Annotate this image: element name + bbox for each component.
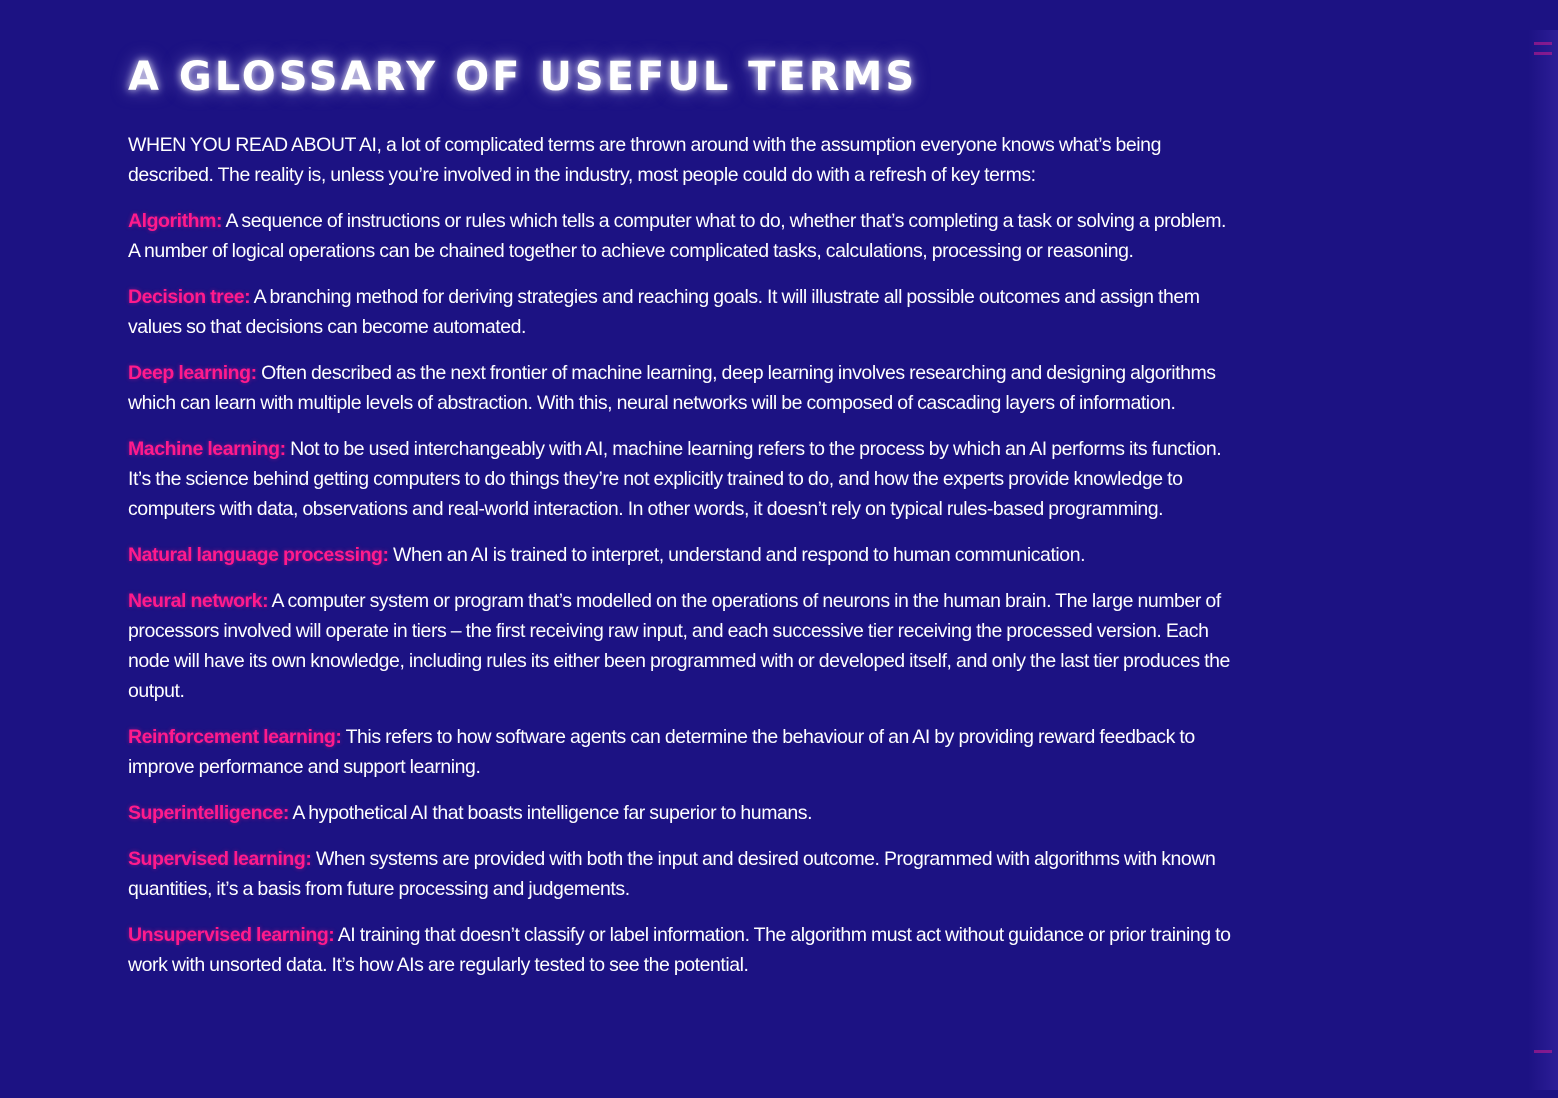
page-title: A GLOSSARY OF USEFUL TERMS [128,54,918,100]
term-name: Machine learning: [128,438,286,460]
term-definition: A computer system or program that’s modelled on the operations of neurons in the human brain. The large number of processors involved will operate in tiers – the first receiving raw input, and each successive tier receiving the processed version. Each node will have its own knowledge, including rules its either been programmed with or developed itself, and only the last tier produces the output. [128,590,1230,702]
term-name: Deep learning: [128,362,257,384]
glitch-mark [1534,52,1552,55]
term-name: Algorithm: [128,210,223,232]
term-definition: A sequence of instructions or rules which tells a computer what to do, whether that’s completing a task or solving a problem. A number of logical operations can be chained together to achieve complicated tasks, calculations, processing or reasoning. [128,210,1227,262]
glossary-entry-algorithm [128,206,1240,266]
term-definition: When systems are provided with both the input and desired outcome. Programmed with algorithms with known quantities, it’s a basis from future processing and judgements. [128,848,1216,900]
term-name: Decision tree: [128,286,251,308]
glitch-mark [1534,42,1552,45]
glossary-entry-deep-learning [128,358,1240,418]
term-name: Reinforcement learning: [128,726,342,748]
glossary-entry-superintelligence [128,798,1240,828]
glossary-entry-neural-network [128,586,1240,706]
term-definition: A branching method for deriving strategies and reaching goals. It will illustrate all possible outcomes and assign them values so that decisions can become automated. [128,286,1200,338]
term-definition: Not to be used interchangeably with AI, machine learning refers to the process by which an AI performs its function. It’s the science behind getting computers to do things they’re not explicitly trained to do, and how the experts provide knowledge to computers with data, observations and real-world interaction. In other words, it doesn’t rely on typical rules-based programming. [128,438,1222,520]
glossary-entry-decision-tree [128,282,1240,342]
glossary-article [128,54,1240,996]
glossary-entry-unsupervised-learning [128,920,1240,980]
intro-paragraph: WHEN YOU READ ABOUT AI, a lot of complicated terms are thrown around with the assumption everyone knows what’s being described. The reality is, unless you’re involved in the industry, most people could do with a refresh of key terms: [128,134,1161,186]
term-definition: A hypothetical AI that boasts intelligence far superior to humans. [292,802,813,824]
term-definition: When an AI is trained to interpret, understand and respond to human communication. [393,544,1086,566]
term-name: Supervised learning: [128,848,312,870]
term-definition: AI training that doesn’t classify or label information. The algorithm must act without guidance or prior training to work with unsorted data. It’s how AIs are regularly tested to see the potential. [128,924,1231,976]
glossary-entry-reinforcement-learning [128,722,1240,782]
glossary-entry-natural-language-processing [128,540,1240,570]
glossary-entry-machine-learning [128,434,1240,524]
glossary-entry-supervised-learning [128,844,1240,904]
term-name: Neural network: [128,590,269,612]
term-name: Natural language processing: [128,544,389,566]
term-name: Unsupervised learning: [128,924,335,946]
decorative-edge-glow [1528,30,1558,1090]
term-definition: Often described as the next frontier of machine learning, deep learning involves researching and designing algorithms which can learn with multiple levels of abstraction. With this, neural networks will be composed of cascading layers of information. [128,362,1216,414]
glitch-mark [1534,1050,1552,1053]
term-definition: This refers to how software agents can determine the behaviour of an AI by providing reward feedback to improve performance and support learning. [128,726,1195,778]
term-name: Superintelligence: [128,802,289,824]
